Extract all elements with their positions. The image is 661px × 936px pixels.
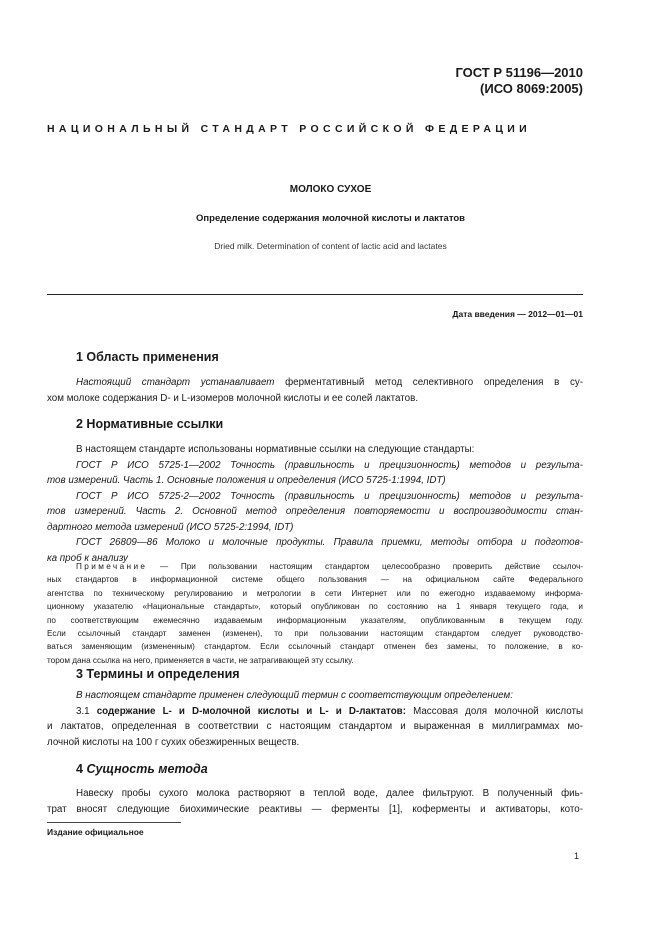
reference-line: ГОСТ Р ИСО 5725-1—2002 Точность (правильность и прецизионность) методов и результа- (76, 459, 583, 471)
text-line: и лактатов, определенная в соответствии с настоящим стандартом и выраженная в миллиграммах мо- (47, 721, 583, 732)
footer-divider (47, 822, 181, 823)
text-line (47, 375, 583, 391)
term-number: 3.1 (76, 705, 97, 717)
section-3-title: 3 Термины и определения (76, 667, 240, 681)
introduction-date: Дата введения — 2012—01—01 (452, 309, 583, 319)
text-line: В настоящем стандарте использованы нормативные ссылки на следующие стандарты: (76, 444, 475, 455)
section-1-title: 1 Область применения (76, 350, 219, 364)
text-fragment: ферментативный метод селективного определения в су- (274, 377, 583, 388)
header-divider (47, 294, 583, 295)
note-label: Примечание (76, 562, 148, 571)
standard-number-block (455, 65, 583, 97)
standard-number: ГОСТ Р 51196—2010 (455, 65, 583, 80)
note-line (47, 560, 583, 573)
note-line: по соответствующим ежемесячно издаваемым информационным указателям, опубликованным в текущем году. (47, 615, 583, 625)
note-line: ваться заменяющим (измененным) стандартом. Если ссылочный стандарт отменен без замены, то положение, в ко- (47, 642, 583, 652)
note-line: ных стандартов в информационной системе общего пользования — на официальном сайте Федерального (47, 575, 583, 585)
section-2-title: 2 Нормативные ссылки (76, 417, 224, 431)
text-line: Навеску пробы сухого молока растворяют в теплой воде, далее фильтруют. В полученный фиь- (76, 788, 583, 799)
iso-reference: (ИСО 8069:2005) (480, 81, 583, 96)
section-2-note (47, 560, 583, 667)
document-subtitle: Определение содержания молочной кислоты и лактатов (196, 213, 465, 224)
section-4-title (76, 762, 208, 776)
section-3-body (47, 688, 583, 750)
reference-line: дартного метода измерений (ИСО 5725-2:1994, IDT) (47, 521, 294, 533)
text-fragment: Настоящий стандарт устанавливает (76, 377, 275, 388)
text-line: В настоящем стандарте применен следующий термин с соответствующим определением: (76, 690, 513, 701)
text-line: трат вносят следующие биохимические реактивы — ферменты [1], коферменты и активаторы, кото- (47, 803, 583, 815)
section-2-body (47, 442, 583, 566)
section-1-body (47, 375, 583, 406)
term: содержание L- и D-молочной кислоты и L- и D-лактатов: (96, 705, 406, 717)
reference-line: ГОСТ Р ИСО 5725-2—2002 Точность (правильность и прецизионность) методов и результа- (76, 490, 583, 502)
reference-line: тов измерений. Часть 2. Основной метод определения повторяемости и воспроизводимости стан- (47, 506, 583, 517)
text-fragment: — При пользовании настоящим стандартом целесообразно проверить действие ссылоч- (147, 562, 583, 571)
document-title-english: Dried milk. Determination of content of lactic acid and lactates (214, 241, 447, 251)
edition-label: Издание официальное (47, 827, 144, 837)
note-line: тором дана ссылка на него, применяется в части, не затрагивающей эту ссылку. (47, 655, 354, 665)
page-number: 1 (573, 851, 579, 861)
note-line: агентства по техническому регулированию и метрологии в сети Интернет или по ежегодно издаваемому информа- (47, 588, 583, 598)
note-line: Если ссылочный стандарт заменен (изменен), то при пользовании настоящим стандартом следует руководство- (47, 629, 583, 639)
section-number: 4 (76, 762, 87, 776)
text-line: лочной кислоты на 100 г сухих обезжиренных веществ. (47, 736, 300, 748)
national-standard-heading: НАЦИОНАЛЬНЫЙ СТАНДАРТ РОССИЙСКОЙ ФЕДЕРАЦИИ (47, 123, 532, 135)
reference-line: ка проб к анализу (47, 552, 128, 564)
section-title-text: Сущность метода (86, 762, 208, 776)
reference-line: тов измерений. Часть 1. Основные положения и определения (ИСО 5725-1:1994, IDT) (47, 475, 446, 486)
section-4-body (47, 786, 583, 817)
note-line: ционному указателю «Национальные стандарты», который опубликован по состоянию на 1 января текущего года, и (47, 602, 583, 612)
text-fragment: Массовая доля молочной кислоты (405, 705, 584, 717)
reference-line: ГОСТ 26809—86 Молоко и молочные продукты. Правила приемки, методы отбора и подготов- (76, 537, 583, 548)
text-line (47, 704, 583, 720)
document-title: МОЛОКО СУХОЕ (289, 184, 372, 195)
text-line: хом молоке содержания D- и L-изомеров молочной кислоты и ее солей лактатов. (47, 392, 419, 404)
